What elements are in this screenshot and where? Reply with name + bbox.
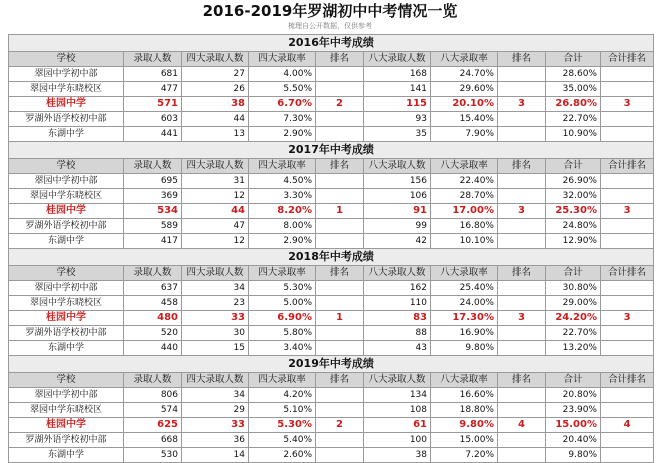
admitted-cell: 441 bbox=[124, 127, 182, 142]
table-row bbox=[9, 234, 654, 249]
big4-rate-cell: 3.30% bbox=[249, 189, 316, 204]
column-header: 八大录取率 bbox=[431, 159, 498, 174]
column-header: 四大录取人数 bbox=[182, 159, 249, 174]
column-header: 合计排名 bbox=[601, 159, 654, 174]
big4-count-cell: 23 bbox=[182, 296, 249, 311]
total-rate-cell: 26.80% bbox=[546, 97, 601, 112]
school-cell: 翠园中学初中部 bbox=[9, 174, 124, 189]
total-rank-cell: 4 bbox=[601, 418, 654, 433]
table-row bbox=[9, 127, 654, 142]
big4-count-cell: 15 bbox=[182, 341, 249, 356]
big8-count-cell: 93 bbox=[364, 112, 431, 127]
big8-rank-cell bbox=[498, 326, 546, 341]
total-rate-cell: 20.80% bbox=[546, 388, 601, 403]
school-cell: 翠园中学初中部 bbox=[9, 388, 124, 403]
total-rate-cell: 30.80% bbox=[546, 281, 601, 296]
big8-count-cell: 91 bbox=[364, 204, 431, 219]
big4-count-cell: 12 bbox=[182, 189, 249, 204]
admitted-cell: 603 bbox=[124, 112, 182, 127]
big4-rank-cell bbox=[316, 433, 364, 448]
total-rate-cell: 12.90% bbox=[546, 234, 601, 249]
admitted-cell: 681 bbox=[124, 67, 182, 82]
school-cell: 翠园中学东晓校区 bbox=[9, 82, 124, 97]
big4-rank-cell bbox=[316, 296, 364, 311]
admitted-cell: 477 bbox=[124, 82, 182, 97]
school-cell: 桂园中学 bbox=[9, 418, 124, 433]
column-header: 四大录取率 bbox=[249, 266, 316, 281]
column-header: 排名 bbox=[498, 159, 546, 174]
big4-count-cell: 44 bbox=[182, 112, 249, 127]
big4-rate-cell: 5.30% bbox=[249, 418, 316, 433]
column-header: 排名 bbox=[498, 52, 546, 67]
big4-rate-cell: 5.30% bbox=[249, 281, 316, 296]
big4-rate-cell: 2.60% bbox=[249, 448, 316, 463]
year-title-row bbox=[9, 142, 654, 159]
column-header: 排名 bbox=[498, 266, 546, 281]
total-rate-cell: 25.30% bbox=[546, 204, 601, 219]
table-row bbox=[9, 67, 654, 82]
admitted-cell: 695 bbox=[124, 174, 182, 189]
total-rank-cell bbox=[601, 127, 654, 142]
big4-count-cell: 29 bbox=[182, 403, 249, 418]
total-rank-cell bbox=[601, 234, 654, 249]
table-row-highlighted bbox=[9, 311, 654, 326]
big4-rate-cell: 4.20% bbox=[249, 388, 316, 403]
big8-rank-cell bbox=[498, 219, 546, 234]
total-rank-cell: 3 bbox=[601, 204, 654, 219]
total-rate-cell: 35.00% bbox=[546, 82, 601, 97]
big8-count-cell: 110 bbox=[364, 296, 431, 311]
total-rank-cell bbox=[601, 174, 654, 189]
total-rank-cell bbox=[601, 67, 654, 82]
year-title: 2016年中考成绩 bbox=[9, 35, 654, 52]
big8-rate-cell: 10.10% bbox=[431, 234, 498, 249]
admitted-cell: 668 bbox=[124, 433, 182, 448]
big8-count-cell: 162 bbox=[364, 281, 431, 296]
big4-rate-cell: 5.00% bbox=[249, 296, 316, 311]
column-header: 八大录取人数 bbox=[364, 266, 431, 281]
column-header: 学校 bbox=[9, 373, 124, 388]
admitted-cell: 480 bbox=[124, 311, 182, 326]
column-header: 排名 bbox=[498, 373, 546, 388]
column-header-row bbox=[9, 373, 654, 388]
big4-rate-cell: 5.10% bbox=[249, 403, 316, 418]
admitted-cell: 571 bbox=[124, 97, 182, 112]
big8-rate-cell: 24.70% bbox=[431, 67, 498, 82]
column-header: 录取人数 bbox=[124, 373, 182, 388]
table-row-highlighted bbox=[9, 97, 654, 112]
column-header: 排名 bbox=[316, 266, 364, 281]
big8-rate-cell: 15.00% bbox=[431, 433, 498, 448]
total-rate-cell: 22.70% bbox=[546, 326, 601, 341]
column-header: 四大录取率 bbox=[249, 373, 316, 388]
column-header-row bbox=[9, 266, 654, 281]
big8-rate-cell: 7.90% bbox=[431, 127, 498, 142]
big4-rate-cell: 2.90% bbox=[249, 127, 316, 142]
big8-rate-cell: 16.90% bbox=[431, 326, 498, 341]
school-cell: 翠园中学东晓校区 bbox=[9, 189, 124, 204]
big8-count-cell: 35 bbox=[364, 127, 431, 142]
total-rate-cell: 28.60% bbox=[546, 67, 601, 82]
big4-rate-cell: 3.40% bbox=[249, 341, 316, 356]
big4-rank-cell bbox=[316, 403, 364, 418]
total-rate-cell: 13.20% bbox=[546, 341, 601, 356]
school-cell: 桂园中学 bbox=[9, 311, 124, 326]
big4-rank-cell: 1 bbox=[316, 311, 364, 326]
big4-rank-cell: 2 bbox=[316, 418, 364, 433]
total-rate-cell: 24.80% bbox=[546, 219, 601, 234]
big8-rank-cell bbox=[498, 174, 546, 189]
column-header: 合计排名 bbox=[601, 266, 654, 281]
admitted-cell: 458 bbox=[124, 296, 182, 311]
big4-rate-cell: 4.50% bbox=[249, 174, 316, 189]
big8-count-cell: 38 bbox=[364, 448, 431, 463]
admitted-cell: 589 bbox=[124, 219, 182, 234]
big4-count-cell: 31 bbox=[182, 174, 249, 189]
big8-rank-cell: 3 bbox=[498, 311, 546, 326]
big4-count-cell: 38 bbox=[182, 97, 249, 112]
column-header-row bbox=[9, 52, 654, 67]
total-rank-cell bbox=[601, 326, 654, 341]
table-row bbox=[9, 388, 654, 403]
big4-rank-cell bbox=[316, 448, 364, 463]
school-cell: 翠园中学东晓校区 bbox=[9, 296, 124, 311]
table-row-highlighted bbox=[9, 418, 654, 433]
column-header: 合计 bbox=[546, 373, 601, 388]
big8-rate-cell: 22.40% bbox=[431, 174, 498, 189]
column-header: 学校 bbox=[9, 159, 124, 174]
big8-count-cell: 100 bbox=[364, 433, 431, 448]
total-rank-cell bbox=[601, 341, 654, 356]
total-rank-cell bbox=[601, 219, 654, 234]
big8-rate-cell: 9.80% bbox=[431, 341, 498, 356]
admitted-cell: 806 bbox=[124, 388, 182, 403]
big8-count-cell: 115 bbox=[364, 97, 431, 112]
big4-rank-cell: 2 bbox=[316, 97, 364, 112]
big4-rate-cell: 2.90% bbox=[249, 234, 316, 249]
total-rank-cell bbox=[601, 433, 654, 448]
total-rank-cell bbox=[601, 112, 654, 127]
results-table bbox=[8, 34, 654, 463]
column-header: 学校 bbox=[9, 266, 124, 281]
big4-rate-cell: 8.20% bbox=[249, 204, 316, 219]
column-header: 合计排名 bbox=[601, 52, 654, 67]
column-header: 八大录取率 bbox=[431, 266, 498, 281]
total-rate-cell: 9.80% bbox=[546, 448, 601, 463]
total-rank-cell bbox=[601, 403, 654, 418]
big8-rank-cell bbox=[498, 448, 546, 463]
big4-count-cell: 33 bbox=[182, 418, 249, 433]
school-cell: 翠园中学东晓校区 bbox=[9, 403, 124, 418]
big4-rank-cell bbox=[316, 112, 364, 127]
big8-rank-cell: 3 bbox=[498, 97, 546, 112]
column-header: 四大录取人数 bbox=[182, 373, 249, 388]
big8-rank-cell bbox=[498, 296, 546, 311]
big4-count-cell: 47 bbox=[182, 219, 249, 234]
big4-count-cell: 14 bbox=[182, 448, 249, 463]
big8-count-cell: 134 bbox=[364, 388, 431, 403]
table-row bbox=[9, 219, 654, 234]
column-header: 合计排名 bbox=[601, 373, 654, 388]
school-cell: 桂园中学 bbox=[9, 204, 124, 219]
column-header: 八大录取率 bbox=[431, 373, 498, 388]
big8-rate-cell: 24.00% bbox=[431, 296, 498, 311]
big4-rate-cell: 7.30% bbox=[249, 112, 316, 127]
column-header-row bbox=[9, 159, 654, 174]
big8-count-cell: 156 bbox=[364, 174, 431, 189]
school-cell: 罗湖外语学校初中部 bbox=[9, 433, 124, 448]
column-header: 八大录取人数 bbox=[364, 52, 431, 67]
big8-rank-cell bbox=[498, 127, 546, 142]
table-row bbox=[9, 448, 654, 463]
school-cell: 翠园中学初中部 bbox=[9, 67, 124, 82]
column-header: 录取人数 bbox=[124, 52, 182, 67]
big4-count-cell: 33 bbox=[182, 311, 249, 326]
big4-count-cell: 27 bbox=[182, 67, 249, 82]
big8-rank-cell bbox=[498, 341, 546, 356]
big4-rank-cell: 1 bbox=[316, 204, 364, 219]
total-rate-cell: 20.40% bbox=[546, 433, 601, 448]
big8-rank-cell bbox=[498, 403, 546, 418]
year-title-row bbox=[9, 249, 654, 266]
year-title: 2019年中考成绩 bbox=[9, 356, 654, 373]
big8-count-cell: 83 bbox=[364, 311, 431, 326]
big8-count-cell: 168 bbox=[364, 67, 431, 82]
big4-rank-cell bbox=[316, 341, 364, 356]
admitted-cell: 574 bbox=[124, 403, 182, 418]
table-row bbox=[9, 281, 654, 296]
table-row bbox=[9, 403, 654, 418]
big8-rate-cell: 17.30% bbox=[431, 311, 498, 326]
big8-rate-cell: 15.40% bbox=[431, 112, 498, 127]
big8-rank-cell bbox=[498, 433, 546, 448]
total-rate-cell: 15.00% bbox=[546, 418, 601, 433]
school-cell: 桂园中学 bbox=[9, 97, 124, 112]
big8-count-cell: 88 bbox=[364, 326, 431, 341]
column-header: 八大录取人数 bbox=[364, 373, 431, 388]
table-row bbox=[9, 112, 654, 127]
admitted-cell: 440 bbox=[124, 341, 182, 356]
column-header: 八大录取人数 bbox=[364, 159, 431, 174]
column-header: 学校 bbox=[9, 52, 124, 67]
table-row bbox=[9, 326, 654, 341]
total-rate-cell: 24.20% bbox=[546, 311, 601, 326]
admitted-cell: 530 bbox=[124, 448, 182, 463]
big4-rank-cell bbox=[316, 388, 364, 403]
column-header: 四大录取人数 bbox=[182, 266, 249, 281]
big4-count-cell: 44 bbox=[182, 204, 249, 219]
total-rate-cell: 23.90% bbox=[546, 403, 601, 418]
column-header: 排名 bbox=[316, 373, 364, 388]
big4-rank-cell bbox=[316, 234, 364, 249]
total-rank-cell bbox=[601, 82, 654, 97]
big8-count-cell: 43 bbox=[364, 341, 431, 356]
column-header: 合计 bbox=[546, 52, 601, 67]
school-cell: 翠园中学初中部 bbox=[9, 281, 124, 296]
admitted-cell: 520 bbox=[124, 326, 182, 341]
big4-rate-cell: 5.80% bbox=[249, 326, 316, 341]
big8-rate-cell: 18.80% bbox=[431, 403, 498, 418]
big4-rate-cell: 8.00% bbox=[249, 219, 316, 234]
big4-count-cell: 30 bbox=[182, 326, 249, 341]
admitted-cell: 534 bbox=[124, 204, 182, 219]
big8-rate-cell: 16.60% bbox=[431, 388, 498, 403]
table-row bbox=[9, 189, 654, 204]
table-row-highlighted bbox=[9, 204, 654, 219]
big8-rank-cell bbox=[498, 112, 546, 127]
big8-rank-cell: 4 bbox=[498, 418, 546, 433]
total-rank-cell bbox=[601, 448, 654, 463]
big8-rank-cell bbox=[498, 234, 546, 249]
column-header: 录取人数 bbox=[124, 159, 182, 174]
column-header: 八大录取率 bbox=[431, 52, 498, 67]
big4-rank-cell bbox=[316, 219, 364, 234]
total-rate-cell: 22.70% bbox=[546, 112, 601, 127]
big4-count-cell: 26 bbox=[182, 82, 249, 97]
big8-rank-cell bbox=[498, 82, 546, 97]
big8-count-cell: 61 bbox=[364, 418, 431, 433]
big4-rank-cell bbox=[316, 281, 364, 296]
big8-rate-cell: 7.20% bbox=[431, 448, 498, 463]
big4-count-cell: 12 bbox=[182, 234, 249, 249]
big4-rank-cell bbox=[316, 127, 364, 142]
big8-count-cell: 99 bbox=[364, 219, 431, 234]
column-header: 排名 bbox=[316, 159, 364, 174]
big4-count-cell: 34 bbox=[182, 388, 249, 403]
table-row bbox=[9, 174, 654, 189]
page-title: 2016-2019年罗湖初中中考情况一览 bbox=[202, 2, 458, 20]
column-header: 四大录取率 bbox=[249, 52, 316, 67]
school-cell: 罗湖外语学校初中部 bbox=[9, 326, 124, 341]
big4-rank-cell bbox=[316, 189, 364, 204]
big8-rate-cell: 16.80% bbox=[431, 219, 498, 234]
big8-rate-cell: 20.10% bbox=[431, 97, 498, 112]
school-cell: 罗湖外语学校初中部 bbox=[9, 219, 124, 234]
big4-rank-cell bbox=[316, 67, 364, 82]
column-header: 合计 bbox=[546, 159, 601, 174]
big4-rate-cell: 5.40% bbox=[249, 433, 316, 448]
column-header: 四大录取人数 bbox=[182, 52, 249, 67]
column-header: 合计 bbox=[546, 266, 601, 281]
year-title: 2017年中考成绩 bbox=[9, 142, 654, 159]
big4-rate-cell: 4.00% bbox=[249, 67, 316, 82]
results-table-container bbox=[8, 34, 653, 463]
big8-count-cell: 42 bbox=[364, 234, 431, 249]
big4-rate-cell: 5.50% bbox=[249, 82, 316, 97]
big8-rate-cell: 25.40% bbox=[431, 281, 498, 296]
big8-rank-cell bbox=[498, 67, 546, 82]
big8-rate-cell: 17.00% bbox=[431, 204, 498, 219]
total-rank-cell bbox=[601, 296, 654, 311]
big8-rank-cell bbox=[498, 281, 546, 296]
big8-rank-cell bbox=[498, 388, 546, 403]
column-header: 录取人数 bbox=[124, 266, 182, 281]
column-header: 四大录取率 bbox=[249, 159, 316, 174]
admitted-cell: 625 bbox=[124, 418, 182, 433]
big8-rate-cell: 9.80% bbox=[431, 418, 498, 433]
year-title-row bbox=[9, 356, 654, 373]
total-rate-cell: 32.00% bbox=[546, 189, 601, 204]
total-rate-cell: 29.00% bbox=[546, 296, 601, 311]
school-cell: 东湖中学 bbox=[9, 127, 124, 142]
table-row bbox=[9, 341, 654, 356]
total-rank-cell: 3 bbox=[601, 311, 654, 326]
total-rank-cell: 3 bbox=[601, 97, 654, 112]
big4-rank-cell bbox=[316, 174, 364, 189]
total-rank-cell bbox=[601, 189, 654, 204]
column-header: 排名 bbox=[316, 52, 364, 67]
big4-rank-cell bbox=[316, 82, 364, 97]
big8-count-cell: 106 bbox=[364, 189, 431, 204]
big8-rank-cell: 3 bbox=[498, 204, 546, 219]
big4-rank-cell bbox=[316, 326, 364, 341]
big4-count-cell: 36 bbox=[182, 433, 249, 448]
year-title: 2018年中考成绩 bbox=[9, 249, 654, 266]
school-cell: 东湖中学 bbox=[9, 234, 124, 249]
big8-rate-cell: 28.70% bbox=[431, 189, 498, 204]
total-rate-cell: 10.90% bbox=[546, 127, 601, 142]
table-row bbox=[9, 296, 654, 311]
big4-count-cell: 34 bbox=[182, 281, 249, 296]
school-cell: 东湖中学 bbox=[9, 448, 124, 463]
big8-rate-cell: 29.60% bbox=[431, 82, 498, 97]
admitted-cell: 417 bbox=[124, 234, 182, 249]
table-row bbox=[9, 82, 654, 97]
admitted-cell: 369 bbox=[124, 189, 182, 204]
total-rank-cell bbox=[601, 281, 654, 296]
school-cell: 东湖中学 bbox=[9, 341, 124, 356]
big4-rate-cell: 6.90% bbox=[249, 311, 316, 326]
big4-count-cell: 13 bbox=[182, 127, 249, 142]
table-row bbox=[9, 433, 654, 448]
big4-rate-cell: 6.70% bbox=[249, 97, 316, 112]
page-subtitle: 梳理自公开数据，仅供参考 bbox=[288, 22, 372, 30]
big8-rank-cell bbox=[498, 189, 546, 204]
year-title-row bbox=[9, 35, 654, 52]
school-cell: 罗湖外语学校初中部 bbox=[9, 112, 124, 127]
big8-count-cell: 108 bbox=[364, 403, 431, 418]
total-rate-cell: 26.90% bbox=[546, 174, 601, 189]
admitted-cell: 637 bbox=[124, 281, 182, 296]
big8-count-cell: 141 bbox=[364, 82, 431, 97]
total-rank-cell bbox=[601, 388, 654, 403]
